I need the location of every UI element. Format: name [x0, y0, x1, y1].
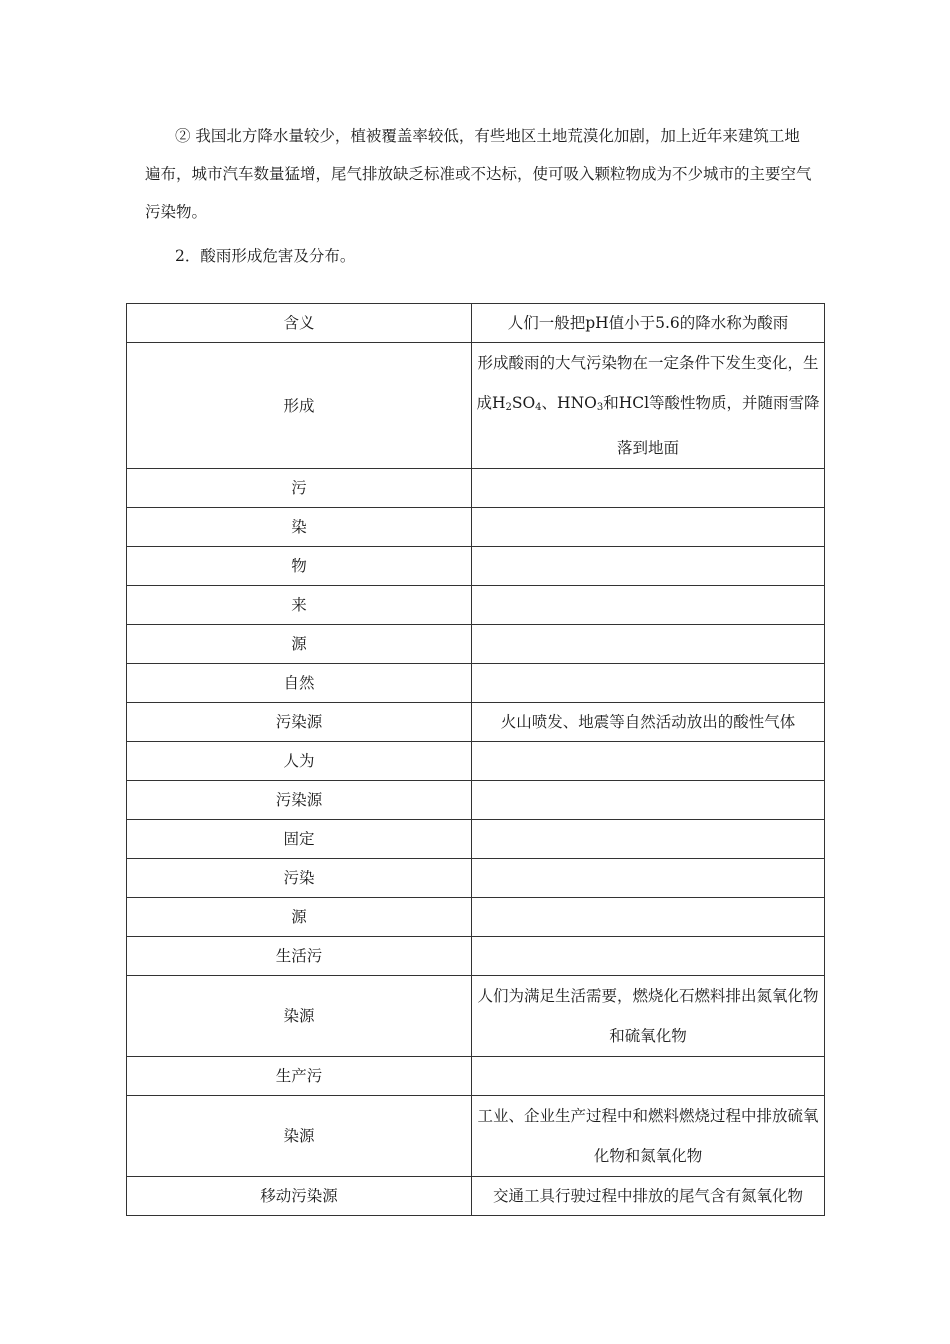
row-value	[472, 469, 825, 508]
row-value	[472, 508, 825, 547]
paragraph-north-pollution: ② 我国北方降水量较少，植被覆盖率较低，有些地区土地荒漠化加剧，加上近年来建筑工地遍布，城市汽车数量猛增，尾气排放缺乏标准或不达标，使可吸入颗粒物成为不少城市的主要空气污染物。	[145, 127, 812, 221]
row-label: 固定	[127, 820, 472, 859]
row-value	[472, 547, 825, 586]
subscript: 4	[535, 402, 542, 413]
table-row	[127, 508, 825, 547]
row-value: 人们一般把pH值小于5.6的降水称为酸雨	[472, 304, 825, 343]
table-row	[127, 664, 825, 703]
row-label: 污	[127, 469, 472, 508]
row-label: 染源	[127, 1096, 472, 1177]
row-value	[472, 742, 825, 781]
acid-rain-table	[126, 303, 825, 1216]
row-value: 工业、企业生产过程中和燃料燃烧过程中排放硫氧化物和氮氧化物	[472, 1096, 825, 1177]
table-row	[127, 898, 825, 937]
row-label: 源	[127, 898, 472, 937]
row-value	[472, 859, 825, 898]
table-row	[127, 820, 825, 859]
row-label: 人为	[127, 742, 472, 781]
row-label: 染源	[127, 976, 472, 1057]
row-value	[472, 1057, 825, 1096]
row-value: 人们为满足生活需要，燃烧化石燃料排出氮氧化物和硫氧化物	[472, 976, 825, 1057]
table-row	[127, 703, 825, 742]
row-value	[472, 898, 825, 937]
row-value	[472, 586, 825, 625]
table-row	[127, 742, 825, 781]
formation-text-c: SO	[511, 394, 536, 412]
table-row	[127, 1057, 825, 1096]
row-label: 形成	[127, 343, 472, 469]
row-value	[472, 625, 825, 664]
row-label: 源	[127, 625, 472, 664]
row-label: 物	[127, 547, 472, 586]
row-label: 生活污	[127, 937, 472, 976]
table-row	[127, 343, 825, 469]
row-value: 交通工具行驶过程中排放的尾气含有氮氧化物	[472, 1177, 825, 1216]
table-row	[127, 937, 825, 976]
row-value	[472, 343, 825, 469]
row-value	[472, 937, 825, 976]
section-heading-acid-rain: 2．酸雨形成危害及分布。	[175, 247, 356, 265]
subscript: 2	[505, 402, 512, 413]
table-row	[127, 1177, 825, 1216]
row-label: 生产污	[127, 1057, 472, 1096]
row-label: 来	[127, 586, 472, 625]
row-label: 污染源	[127, 781, 472, 820]
row-label: 自然	[127, 664, 472, 703]
row-value	[472, 664, 825, 703]
table-row	[127, 1096, 825, 1177]
row-label: 移动污染源	[127, 1177, 472, 1216]
table-row	[127, 469, 825, 508]
row-value	[472, 820, 825, 859]
row-label: 污染	[127, 859, 472, 898]
row-label: 染	[127, 508, 472, 547]
table-row	[127, 547, 825, 586]
formation-text-g: 和HCl等酸性物质，并随雨雪降落到地面	[603, 394, 820, 457]
table-row	[127, 625, 825, 664]
table-row	[127, 586, 825, 625]
subscript: 3	[596, 402, 604, 413]
table-row	[127, 781, 825, 820]
row-value	[472, 781, 825, 820]
table-row	[127, 976, 825, 1057]
table-row	[127, 304, 825, 343]
table-row	[127, 859, 825, 898]
formation-text-e: 、HNO	[541, 394, 597, 412]
formation-text-a: 形成酸雨的大气污染物在一定条件下发生变化，生成H	[476, 354, 819, 412]
row-label: 污染源	[127, 703, 472, 742]
row-label: 含义	[127, 304, 472, 343]
row-value: 火山喷发、地震等自然活动放出的酸性气体	[472, 703, 825, 742]
